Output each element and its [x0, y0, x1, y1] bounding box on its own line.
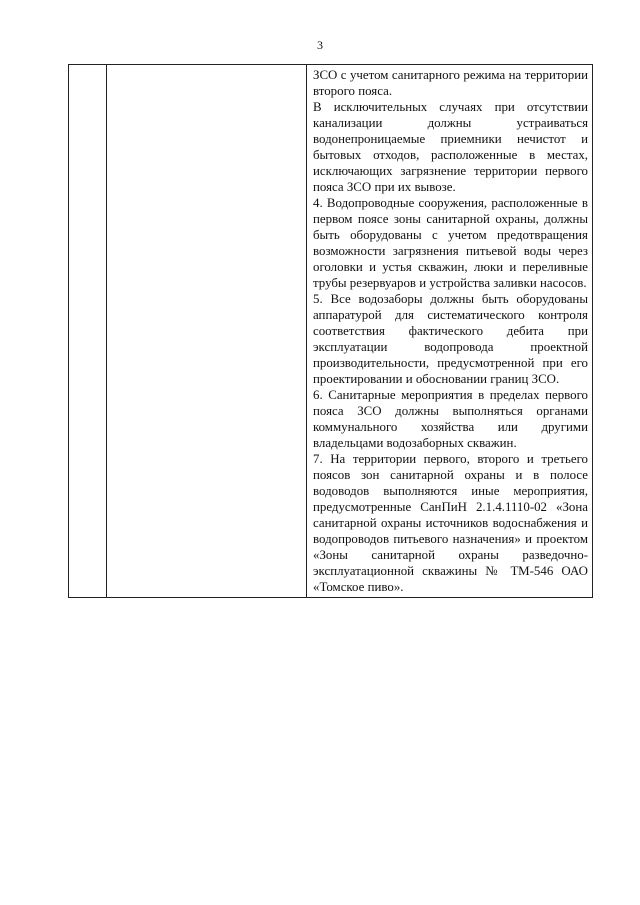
paragraph: 7. На территории первого, второго и третьего поясов зон санитарной охраны и в полосе водоводов выполняются иные мероприятия, предусмотренные СанПиН 2.1.4.1110-02 «Зона санитарной охраны источников водоснабжения и водопроводов питьевого назначения» и проектом «Зоны санитарной охраны разведочно-эксплуатационной скважины № ТМ-546 ОАО «Томское пиво». [313, 452, 588, 594]
object-cell [107, 65, 307, 598]
paragraph: В исключительных случаях при отсутствии канализации должны устраиваться водонепроницаемые приемники нечистот и бытовых отходов, расположенные в местах, исключающих загрязнение территории первого пояса ЗСО при их вывозе. [313, 100, 588, 194]
document-table [68, 64, 593, 598]
measures-cell [307, 65, 593, 598]
paragraph: ЗСО с учетом санитарного режима на территории второго пояса. [313, 68, 588, 98]
number-cell [69, 65, 107, 598]
page-number: 3 [317, 38, 323, 52]
paragraph: 6. Санитарные мероприятия в пределах первого пояса ЗСО должны выполняться органами коммунального хозяйства или другими владельцами водозаборных скважин. [313, 388, 588, 450]
table-row [69, 65, 593, 598]
paragraph: 5. Все водозаборы должны быть оборудованы аппаратурой для систематического контроля соответствия фактического дебита при эксплуатации водопровода проектной производительности, предусмотренной при его проектировании и обосновании границ ЗСО. [313, 292, 588, 386]
paragraph: 4. Водопроводные сооружения, расположенные в первом поясе зоны санитарной охраны, должны быть оборудованы с учетом предотвращения возможности загрязнения питьевой воды через оголовки и устья скважин, люки и переливные трубы резервуаров и устройства заливки насосов. [313, 196, 588, 290]
